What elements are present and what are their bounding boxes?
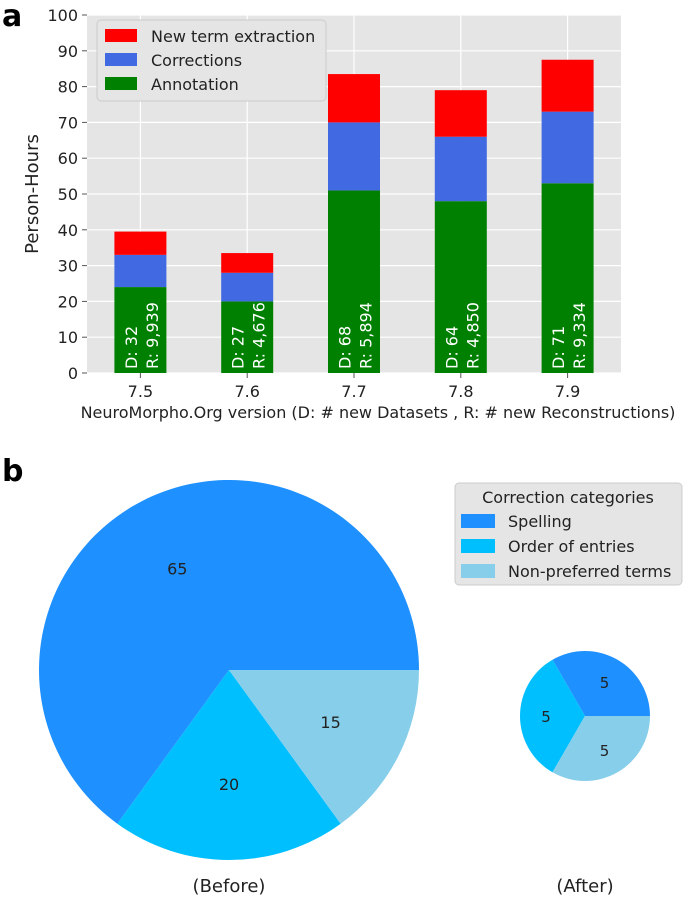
pie-legend-swatch xyxy=(461,514,495,528)
bar-corrections xyxy=(114,255,166,287)
bar-datasets-label: D: 68 xyxy=(335,325,355,369)
pie-legend-label: Spelling xyxy=(508,512,572,531)
x-tick-label: 7.7 xyxy=(341,382,367,401)
x-tick-label: 7.5 xyxy=(127,382,154,401)
bar-new-term-extraction xyxy=(435,90,487,137)
y-tick-label: 50 xyxy=(57,185,78,204)
legend-label: Annotation xyxy=(151,75,239,94)
bar-new-term-extraction xyxy=(328,74,380,122)
pie-slice-value: 15 xyxy=(320,712,341,732)
bar-new-term-extraction xyxy=(114,232,166,255)
pie-slice-value: 5 xyxy=(541,708,551,726)
pie-legend-label: Non-preferred terms xyxy=(508,562,672,581)
pie-slice-value: 20 xyxy=(218,775,240,794)
pie-slice-value: 5 xyxy=(599,674,610,693)
y-tick-label: 20 xyxy=(57,292,78,312)
pie-charts xyxy=(39,480,682,897)
legend-label: Corrections xyxy=(151,51,243,70)
pie-slice-value: 5 xyxy=(599,741,610,760)
y-tick-label: 30 xyxy=(57,256,78,276)
x-tick-label: 7.9 xyxy=(554,382,581,401)
y-tick-label: 0 xyxy=(67,364,78,383)
x-tick-label: 7.6 xyxy=(234,382,260,401)
pie-after xyxy=(520,651,650,897)
panel-a-label: a xyxy=(2,0,23,34)
bar-reconstructions-label: R: 4,676 xyxy=(249,302,269,369)
panel-b-label: b xyxy=(2,454,24,489)
legend-swatch xyxy=(105,53,137,66)
bar-reconstructions-label: R: 9,334 xyxy=(570,302,590,369)
pie-legend xyxy=(455,483,682,585)
bar-reconstructions-label: R: 4,850 xyxy=(463,302,483,369)
bar-corrections xyxy=(435,137,487,201)
y-tick-label: 70 xyxy=(57,113,78,133)
y-tick-label: 60 xyxy=(57,149,78,169)
bar-datasets-label: D: 71 xyxy=(549,325,569,369)
pie-before xyxy=(39,480,419,897)
bar-datasets-label: D: 32 xyxy=(121,325,141,369)
legend-swatch xyxy=(105,77,137,90)
bar-corrections xyxy=(542,112,594,184)
legend xyxy=(97,20,326,101)
bar-datasets-label: D: 64 xyxy=(442,325,462,369)
bar-corrections xyxy=(328,122,380,190)
bar-datasets-label: D: 27 xyxy=(228,325,248,369)
y-tick-label: 80 xyxy=(57,77,78,97)
legend-swatch xyxy=(105,29,137,42)
bar-reconstructions-label: R: 9,939 xyxy=(142,302,162,369)
pie-caption: (Before) xyxy=(192,876,266,897)
bar-new-term-extraction xyxy=(542,60,594,112)
x-axis-label: NeuroMorpho.Org version (D: # new Datasets , R: # new Reconstructions) xyxy=(80,403,676,422)
y-tick-label: 10 xyxy=(57,328,78,348)
pie-legend-swatch xyxy=(461,539,495,553)
y-tick-label: 90 xyxy=(57,41,78,61)
pie-legend-swatch xyxy=(461,564,495,578)
legend-label: New term extraction xyxy=(151,27,316,46)
pie-slice-value: 65 xyxy=(167,559,188,579)
bar-corrections xyxy=(221,273,273,302)
pie-legend-label: Order of entries xyxy=(508,537,635,556)
pie-caption: (After) xyxy=(556,876,614,897)
bar-chart xyxy=(22,6,675,422)
x-tick-label: 7.8 xyxy=(448,382,474,401)
bar-new-term-extraction xyxy=(221,253,273,273)
y-tick-label: 100 xyxy=(47,6,78,25)
bar-reconstructions-label: R: 5,894 xyxy=(356,302,376,369)
pie-legend-title: Correction categories xyxy=(482,488,654,507)
y-axis-label: Person-Hours xyxy=(22,134,43,254)
y-tick-label: 40 xyxy=(57,220,78,240)
